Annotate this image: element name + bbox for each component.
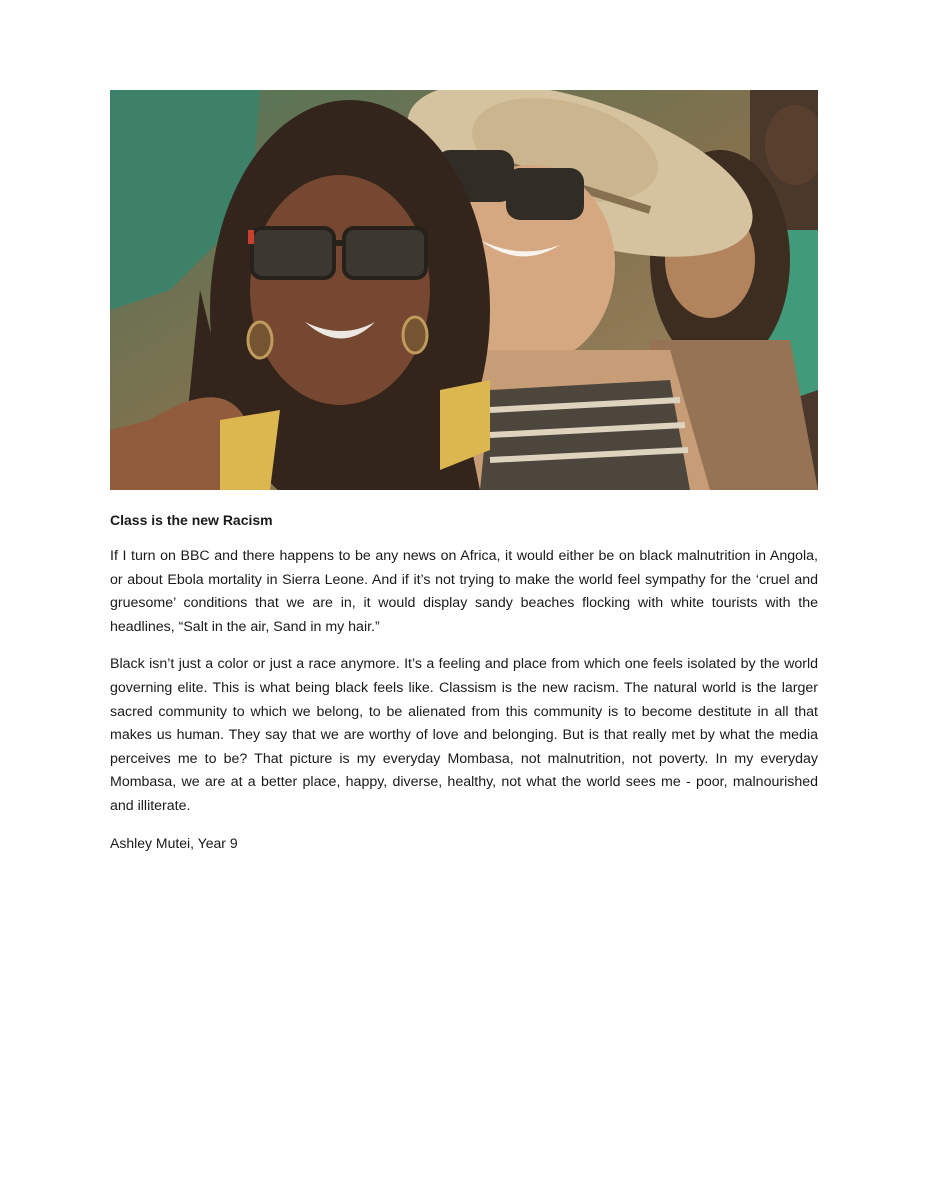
group-selfie-photo bbox=[110, 90, 818, 490]
article-paragraph: Black isn’t just a color or just a race anymore. It’s a feeling and place from which one feels isolated by the world governing elite. This is what being black feels like. Classism is the new racism. The natural world is the larger sacred community to which we belong, to be alienated from this community is to become destitute in all that makes us human. They say that we are worthy of love and belonging. But is that really met by what the media perceives me to be? That picture is my everyday Mombasa, not malnutrition, not poverty. In my everyday Mombasa, we are at a better place, happy, diverse, healthy, not what the world sees me - poor, malnourished and illiterate. bbox=[110, 656, 818, 814]
article-heading: Class is the new Racism bbox=[110, 512, 273, 528]
author-byline: Ashley Mutei, Year 9 bbox=[110, 834, 238, 851]
article-paragraph: If I turn on BBC and there happens to be any news on Africa, it would either be on black malnutrition in Angola, or about Ebola mortality in Sierra Leone. And if it’s not trying to make the world feel sympathy for the ‘cruel and gruesome’ conditions that we are in, it would display sandy beaches flocking with white tourists with the headlines, “Salt in the air, Sand in my hair.” bbox=[110, 548, 818, 635]
article bbox=[110, 510, 818, 853]
